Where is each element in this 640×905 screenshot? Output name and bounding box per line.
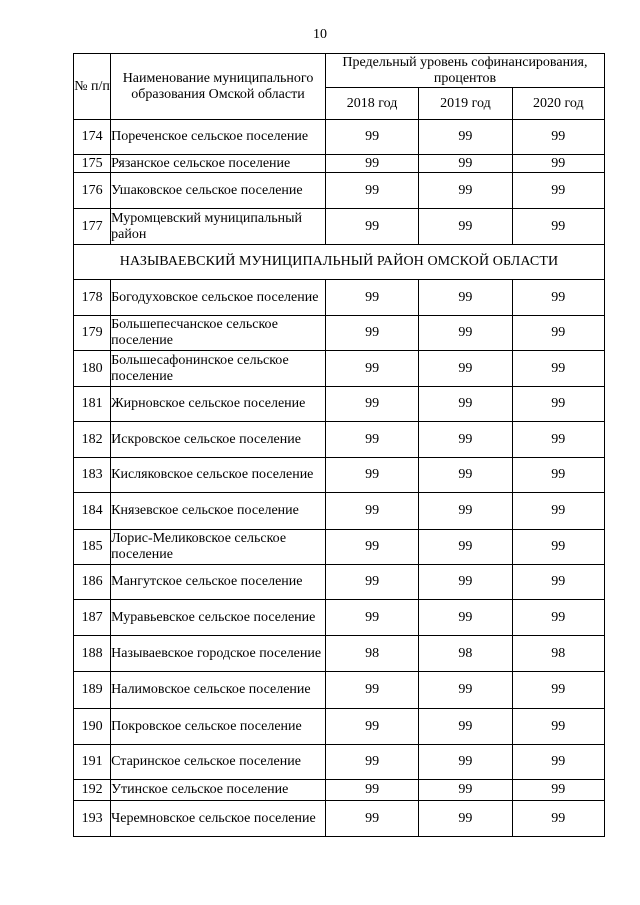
settlement-name: Кисляковское сельское поселение	[111, 458, 326, 493]
settlement-name: Черемновское сельское поселение	[111, 801, 326, 837]
value-2020: 99	[512, 316, 604, 351]
table-row	[74, 120, 605, 155]
value-2018: 99	[325, 351, 418, 387]
header-name: Наименование муниципального образования Омской области	[111, 54, 326, 120]
value-2020: 99	[512, 672, 604, 709]
row-number: 191	[74, 745, 111, 780]
row-number: 183	[74, 458, 111, 493]
value-2020: 99	[512, 422, 604, 458]
row-number: 193	[74, 801, 111, 837]
value-2019: 99	[419, 493, 512, 530]
value-2018: 99	[325, 493, 418, 530]
row-number: 181	[74, 387, 111, 422]
settlement-name: Утинское сельское поселение	[111, 780, 326, 801]
value-2018: 99	[325, 280, 418, 316]
settlement-name: Пореченское сельское поселение	[111, 120, 326, 155]
settlement-name: Покровское сельское поселение	[111, 709, 326, 745]
row-number: 187	[74, 600, 111, 636]
settlement-name: Муравьевское сельское поселение	[111, 600, 326, 636]
value-2019: 99	[419, 530, 512, 565]
value-2020: 99	[512, 780, 604, 801]
table-row	[74, 780, 605, 801]
value-2018: 99	[325, 745, 418, 780]
header-year-2018: 2018 год	[325, 88, 418, 120]
value-2018: 99	[325, 316, 418, 351]
value-2020: 99	[512, 120, 604, 155]
value-2019: 99	[419, 709, 512, 745]
row-number: 174	[74, 120, 111, 155]
value-2020: 99	[512, 173, 604, 209]
value-2018: 99	[325, 801, 418, 837]
table-row	[74, 351, 605, 387]
value-2019: 99	[419, 672, 512, 709]
row-number: 179	[74, 316, 111, 351]
value-2020: 99	[512, 458, 604, 493]
value-2020: 99	[512, 351, 604, 387]
row-number: 177	[74, 209, 111, 245]
row-number: 175	[74, 155, 111, 173]
value-2019: 99	[419, 745, 512, 780]
value-2019: 99	[419, 458, 512, 493]
row-number: 180	[74, 351, 111, 387]
row-number: 192	[74, 780, 111, 801]
settlement-name: Муромцевский муниципальный район	[111, 209, 326, 245]
table-row	[74, 209, 605, 245]
row-number: 189	[74, 672, 111, 709]
value-2018: 99	[325, 600, 418, 636]
settlement-name: Богодуховское сельское поселение	[111, 280, 326, 316]
value-2019: 99	[419, 351, 512, 387]
value-2019: 99	[419, 565, 512, 600]
table-row	[74, 458, 605, 493]
settlement-name: Князевское сельское поселение	[111, 493, 326, 530]
value-2018: 99	[325, 709, 418, 745]
value-2018: 99	[325, 780, 418, 801]
table-row	[74, 745, 605, 780]
value-2018: 98	[325, 636, 418, 672]
table-row	[74, 155, 605, 173]
row-number: 182	[74, 422, 111, 458]
page-number: 10	[313, 27, 327, 42]
value-2020: 99	[512, 801, 604, 837]
value-2020: 99	[512, 387, 604, 422]
table-row	[74, 600, 605, 636]
value-2018: 99	[325, 387, 418, 422]
value-2020: 98	[512, 636, 604, 672]
value-2019: 98	[419, 636, 512, 672]
value-2018: 99	[325, 422, 418, 458]
table-row	[74, 709, 605, 745]
row-number: 185	[74, 530, 111, 565]
value-2020: 99	[512, 209, 604, 245]
value-2019: 99	[419, 780, 512, 801]
cofinancing-table	[73, 53, 605, 837]
value-2020: 99	[512, 709, 604, 745]
value-2018: 99	[325, 530, 418, 565]
table-row	[74, 672, 605, 709]
settlement-name: Старинское сельское поселение	[111, 745, 326, 780]
value-2020: 99	[512, 745, 604, 780]
row-number: 188	[74, 636, 111, 672]
header-year-2019: 2019 год	[419, 88, 512, 120]
settlement-name: Большепесчанское сельское поселение	[111, 316, 326, 351]
settlement-name: Мангутское сельское поселение	[111, 565, 326, 600]
value-2019: 99	[419, 600, 512, 636]
settlement-name: Лорис-Меликовское сельское поселение	[111, 530, 326, 565]
table-row	[74, 280, 605, 316]
value-2018: 99	[325, 565, 418, 600]
table-row	[74, 387, 605, 422]
value-2020: 99	[512, 530, 604, 565]
settlement-name: Большесафонинское сельское поселение	[111, 351, 326, 387]
settlement-name: Жирновское сельское поселение	[111, 387, 326, 422]
value-2019: 99	[419, 801, 512, 837]
row-number: 190	[74, 709, 111, 745]
settlement-name: Рязанское сельское поселение	[111, 155, 326, 173]
row-number: 178	[74, 280, 111, 316]
value-2018: 99	[325, 173, 418, 209]
value-2019: 99	[419, 316, 512, 351]
row-number: 184	[74, 493, 111, 530]
table-row	[74, 636, 605, 672]
value-2020: 99	[512, 565, 604, 600]
table-row	[74, 173, 605, 209]
value-2019: 99	[419, 209, 512, 245]
value-2018: 99	[325, 155, 418, 173]
value-2019: 99	[419, 280, 512, 316]
value-2019: 99	[419, 155, 512, 173]
table-row	[74, 316, 605, 351]
value-2018: 99	[325, 672, 418, 709]
table-row	[74, 801, 605, 837]
table-row	[74, 493, 605, 530]
value-2018: 99	[325, 458, 418, 493]
table-row	[74, 422, 605, 458]
header-year-2020: 2020 год	[512, 88, 604, 120]
value-2020: 99	[512, 600, 604, 636]
settlement-name: Называевское городское поселение	[111, 636, 326, 672]
value-2018: 99	[325, 120, 418, 155]
header-num: № п/п	[74, 54, 111, 120]
settlement-name: Ушаковское сельское поселение	[111, 173, 326, 209]
section-heading: НАЗЫВАЕВСКИЙ МУНИЦИПАЛЬНЫЙ РАЙОН ОМСКОЙ ОБЛАСТИ	[74, 245, 605, 280]
value-2019: 99	[419, 387, 512, 422]
value-2020: 99	[512, 280, 604, 316]
row-number: 176	[74, 173, 111, 209]
value-2020: 99	[512, 493, 604, 530]
table-row	[74, 565, 605, 600]
settlement-name: Налимовское сельское поселение	[111, 672, 326, 709]
value-2019: 99	[419, 120, 512, 155]
header-cofinancing-level: Предельный уровень софинансирования, процентов	[325, 54, 604, 88]
value-2018: 99	[325, 209, 418, 245]
table-row	[74, 530, 605, 565]
row-number: 186	[74, 565, 111, 600]
value-2019: 99	[419, 422, 512, 458]
value-2020: 99	[512, 155, 604, 173]
value-2019: 99	[419, 173, 512, 209]
settlement-name: Искровское сельское поселение	[111, 422, 326, 458]
